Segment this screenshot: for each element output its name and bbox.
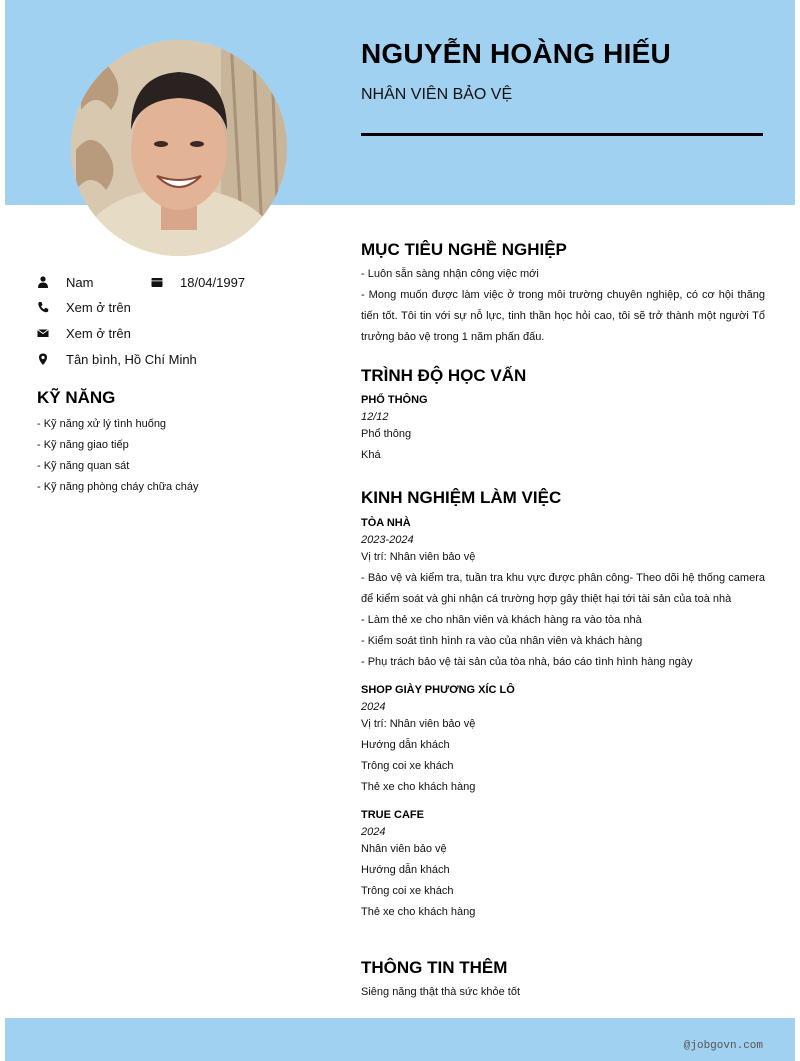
birthdate-value: 18/04/1997 <box>180 274 246 290</box>
email-value: Xem ở trên <box>66 325 131 341</box>
email-row <box>37 323 131 343</box>
job-line: Thẻ xe cho khách hàng <box>361 781 476 793</box>
address-value: Tân bình, Hồ Chí Minh <box>66 351 197 367</box>
job-period: 2023-2024 <box>361 534 414 546</box>
job-entry <box>361 517 765 673</box>
job-company: SHOP GIÀY PHƯƠNG XÍC LÔ <box>361 684 515 696</box>
job-line: Vị trí: Nhân viên bảo vệ <box>361 551 476 563</box>
job-line: Hướng dẫn khách <box>361 739 450 751</box>
education-line: Phổ thông <box>361 428 412 440</box>
skill-item: - Kỹ năng quan sát <box>37 460 130 472</box>
candidate-name: NGUYỄN HOÀNG HIẾU <box>361 38 671 69</box>
school-name: PHỔ THÔNG <box>361 394 428 406</box>
job-line: Nhân viên bảo vệ <box>361 843 447 855</box>
address-row <box>37 349 197 369</box>
job-line: - Kiểm soát tình hình ra vào của nhân viên và khách hàng <box>361 635 643 647</box>
education-line: Khá <box>361 449 381 461</box>
experience-heading: KINH NGHIỆM LÀM VIỆC <box>361 488 562 507</box>
experience-section <box>361 488 765 923</box>
job-entry <box>361 684 765 798</box>
skill-item: - Kỹ năng xử lý tình huống <box>37 418 167 430</box>
divider <box>361 133 763 136</box>
gender-row <box>37 272 93 292</box>
job-period: 2024 <box>361 701 386 713</box>
job-line: - Làm thẻ xe cho nhân viên và khách hàng ra vào tòa nhà <box>361 614 642 626</box>
job-company: TRUE CAFE <box>361 809 424 821</box>
additional-section <box>361 958 765 1003</box>
objective-section <box>361 240 765 348</box>
footer-band <box>5 1018 795 1061</box>
portrait-photo <box>71 40 287 256</box>
skills-section <box>37 388 337 498</box>
phone-icon <box>37 301 49 313</box>
job-title: NHÂN VIÊN BẢO VỆ <box>361 86 513 103</box>
education-period: 12/12 <box>361 411 389 423</box>
job-line: Trông coi xe khách <box>361 885 454 897</box>
additional-heading: THÔNG TIN THÊM <box>361 958 508 977</box>
job-company: TÒA NHÀ <box>361 517 411 529</box>
gender-value: Nam <box>66 274 94 290</box>
skills-heading: KỸ NĂNG <box>37 388 116 407</box>
calendar-icon <box>151 276 163 288</box>
job-entry <box>361 809 765 923</box>
job-line: - Phụ trách bảo vệ tài sản của tòa nhà, báo cáo tình hình hàng ngày <box>361 656 693 668</box>
job-period: 2024 <box>361 826 386 838</box>
skill-item: - Kỹ năng giao tiếp <box>37 439 129 451</box>
skill-item: - Kỹ năng phòng cháy chữa cháy <box>37 481 199 493</box>
person-icon <box>37 276 49 288</box>
objective-line: - Luôn sẵn sàng nhận công việc mới <box>361 268 539 280</box>
objective-heading: MỤC TIÊU NGHỀ NGHIỆP <box>361 240 567 259</box>
footer-watermark: @jobgovn.com <box>683 1040 763 1052</box>
cv-page <box>5 0 795 1061</box>
phone-row <box>37 297 131 317</box>
envelope-icon <box>37 327 49 339</box>
location-pin-icon <box>37 353 49 365</box>
job-line: - Bảo vệ và kiểm tra, tuần tra khu vực được phân công- Theo dõi hệ thống camera để kiểm soát và ghi nhận cá trường hợp gây thiệt hại tới tài sản của toà nhà <box>361 572 765 605</box>
job-line: Trông coi xe khách <box>361 760 454 772</box>
job-line: Vị trí: Nhân viên bảo vệ <box>361 718 476 730</box>
skills-list <box>37 414 337 498</box>
job-line: Hướng dẫn khách <box>361 864 450 876</box>
additional-text: Siêng năng thật thà sức khỏe tốt <box>361 986 521 998</box>
education-heading: TRÌNH ĐỘ HỌC VẤN <box>361 366 527 385</box>
objective-line: - Mong muốn được làm việc ở trong môi trường chuyên nghiệp, có cơ hội thăng tiến tốt. Tôi tin với sự nỗ lực, tinh thần học hỏi cao, tôi sẽ trở thành một người Tổ trưởng bảo vệ trong 1 năm phấn đấu. <box>361 289 765 343</box>
phone-value: Xem ở trên <box>66 299 131 315</box>
job-line: Thẻ xe cho khách hàng <box>361 906 476 918</box>
birthdate-row <box>151 272 245 292</box>
education-section <box>361 366 765 466</box>
